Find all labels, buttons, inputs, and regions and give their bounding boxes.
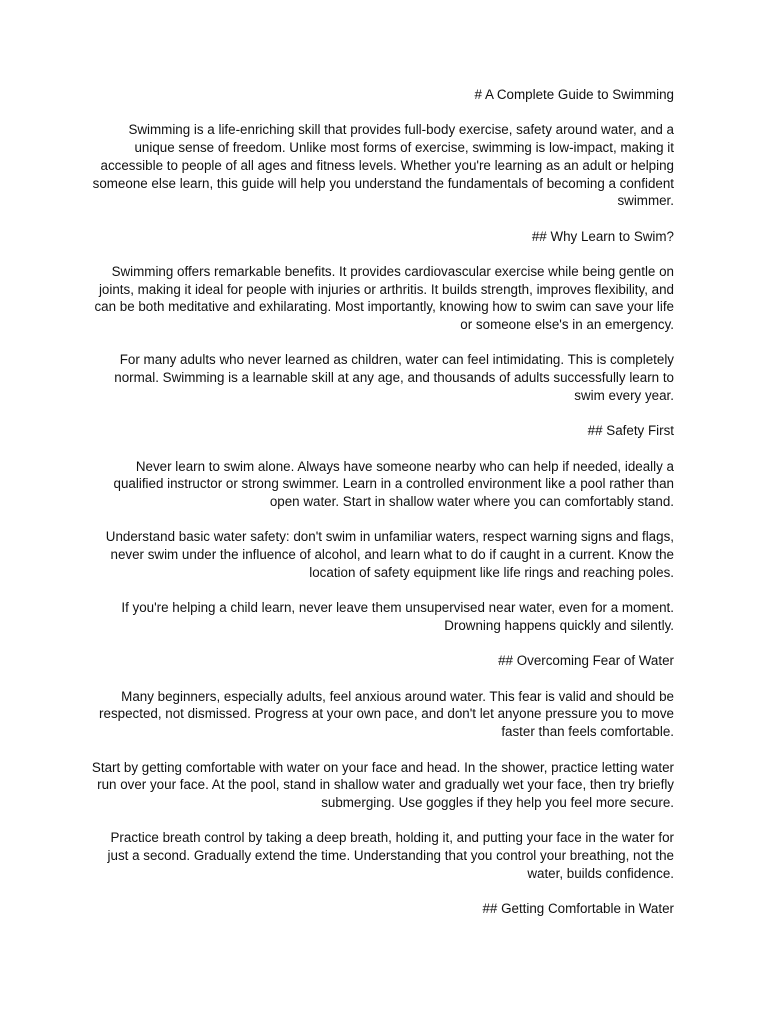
document-page	[90, 86, 674, 936]
paragraph: If you're helping a child learn, never leave them unsupervised near water, even for a moment. Drowning happens quickly and silently.	[121, 600, 674, 633]
section-heading-getting-comfortable: ## Getting Comfortable in Water	[482, 901, 674, 917]
intro-paragraph: Swimming is a life-enriching skill that provides full-body exercise, safety around water, and a unique sense of freedom. Unlike most forms of exercise, swimming is low-impact, making it accessible to people of all ages and fitness levels. Whether you're learning as an adult or helping someone else learn, this guide will help you understand the fundamentals of becoming a confident swimmer.	[92, 122, 674, 209]
paragraph: Many beginners, especially adults, feel anxious around water. This fear is valid and should be respected, not dismissed. Progress at your own pace, and don't let anyone pressure you to move faster than feels comfortable.	[99, 688, 674, 740]
paragraph: Start by getting comfortable with water on your face and head. In the shower, practice letting water run over your face. At the pool, stand in shallow water and gradually wet your face, then try briefly submerging. Use goggles if they help you feel more secure.	[91, 759, 674, 810]
section-heading-overcoming-fear: ## Overcoming Fear of Water	[498, 653, 674, 669]
paragraph: Swimming offers remarkable benefits. It provides cardiovascular exercise while being gentle on joints, making it ideal for people with injuries or arthritis. It builds strength, improves flexibility, and can be both meditative and exhilarating. Most importantly, knowing how to swim can save your life or someone else's in an emergency.	[94, 263, 674, 333]
section-heading-why-learn: ## Why Learn to Swim?	[531, 228, 674, 244]
document-title: # A Complete Guide to Swimming	[474, 87, 674, 102]
paragraph: Never learn to swim alone. Always have someone nearby who can help if needed, ideally a qualified instructor or strong swimmer. Learn in a controlled environment like a pool rather than open water. Start in shallow water where you can comfortably stand.	[113, 458, 674, 510]
section-heading-safety-first: ## Safety First	[587, 423, 674, 439]
paragraph: Practice breath control by taking a deep breath, holding it, and putting your face in the water for just a second. Gradually extend the time. Understanding that you control your breathing, not the water, builds confidence.	[107, 830, 674, 881]
paragraph: For many adults who never learned as children, water can feel intimidating. This is completely normal. Swimming is a learnable skill at any age, and thousands of adults successfully learn to swim every year.	[114, 352, 674, 403]
paragraph: Understand basic water safety: don't swim in unfamiliar waters, respect warning signs and flags, never swim under the influence of alcohol, and learn what to do if caught in a current. Know the location of safety equipment like life rings and reaching poles.	[105, 529, 674, 580]
